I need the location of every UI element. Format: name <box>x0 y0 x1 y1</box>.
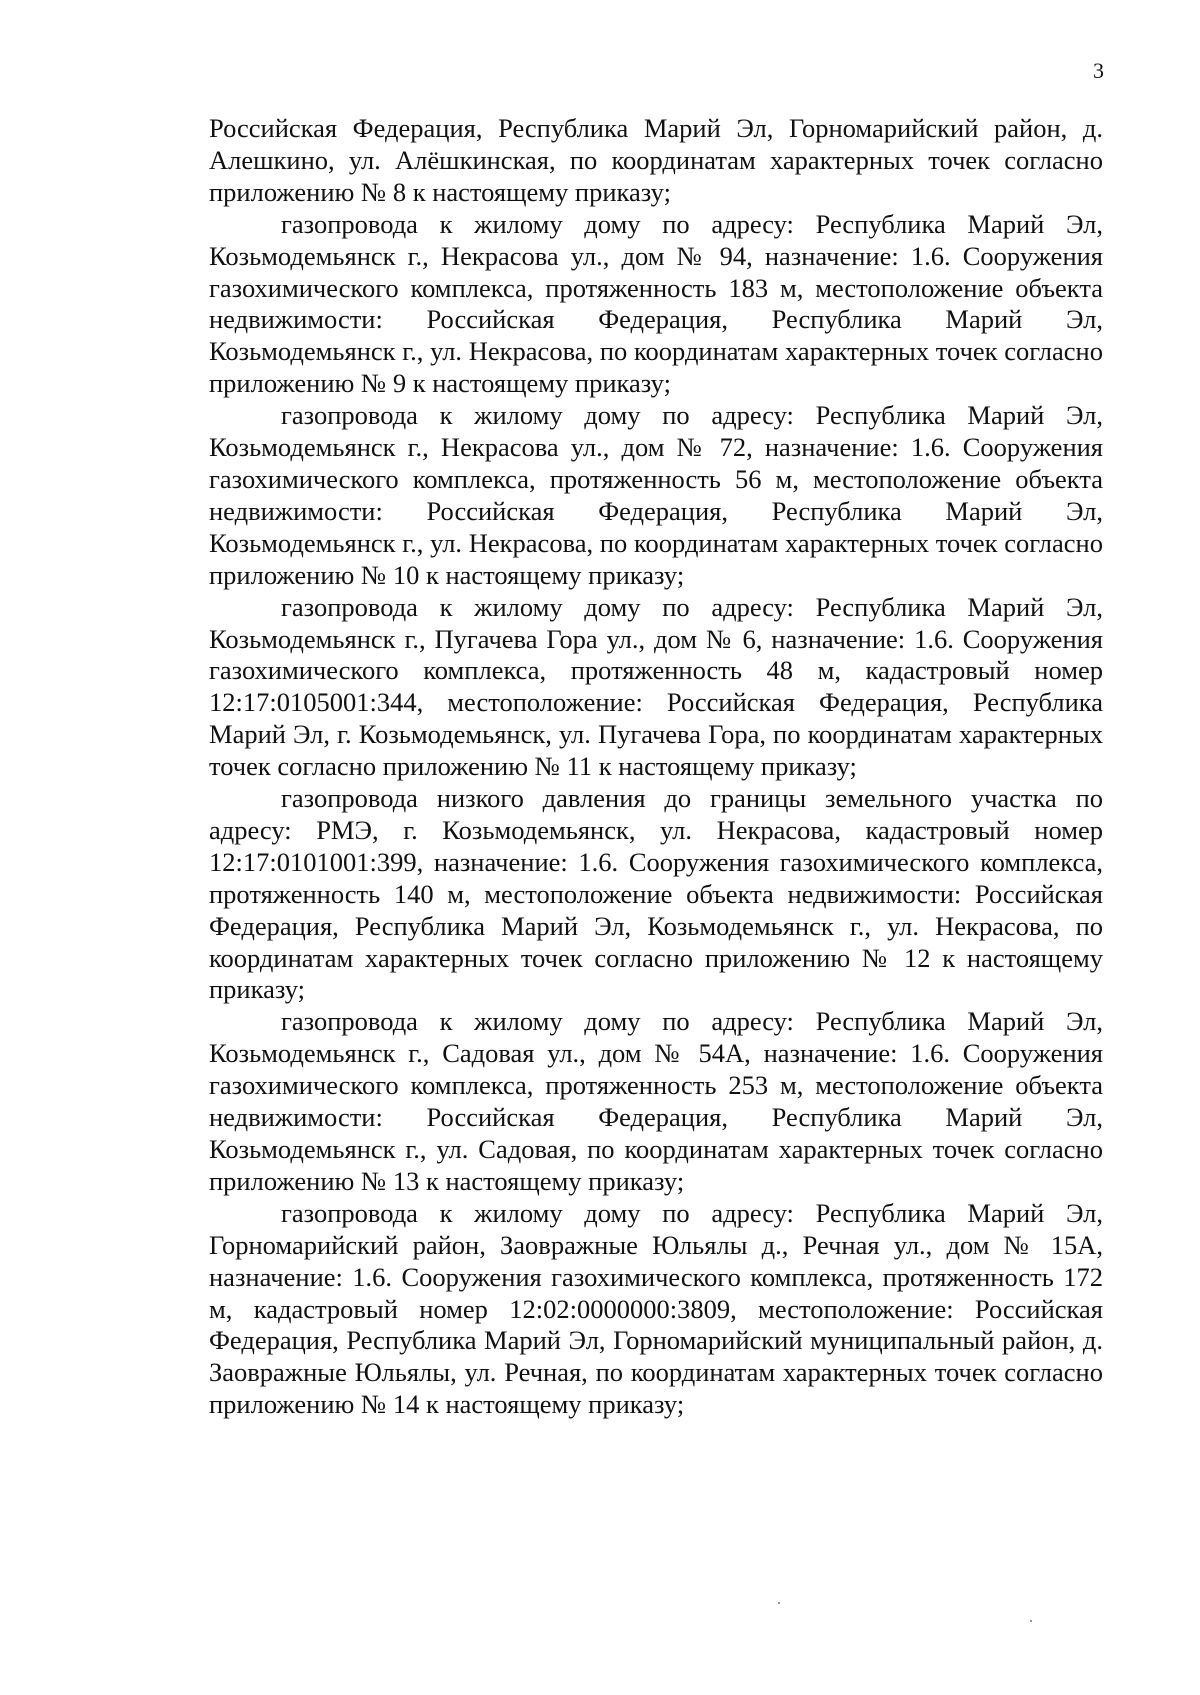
paragraph-gas-pipeline-sadovaya-54a: газопровода к жилому дому по адресу: Республика Марий Эл, Козьмодемьянск г., Садовая ул., дом № 54А, назначение: 1.6. Сооружения газохимического комплекса, протяженность 253 м, местоположение объекта недвижимости: Российская Федерация, Республика Марий Эл, Козьмодемьянск г., ул. Садовая, по координатам характерных точек согласно приложению № 13 к настоящему приказу; <box>209 1006 1103 1196</box>
paragraph-continuation: Российская Федерация, Республика Марий Эл, Горномарийский район, д. Алешкино, ул. Алёшкинская, по координатам характерных точек согласно приложению № 8 к настоящему приказу; <box>209 113 1103 207</box>
document-body <box>209 113 1103 1421</box>
paragraph-low-pressure-gas-pipeline-nekrasova: газопровода низкого давления до границы земельного участка по адресу: РМЭ, г. Козьмодемьянск, ул. Некрасова, кадастровый номер 12:17:0101001:399, назначение: 1.6. Сооружения газохимического комплекса, протяженность 140 м, местоположение объекта недвижимости: Российская Федерация, Республика Марий Эл, Козьмодемьянск г., ул. Некрасова, по координатам характерных точек согласно приложению № 12 к настоящему приказу; <box>209 783 1103 1005</box>
scan-speck <box>1030 1620 1032 1622</box>
paragraph-gas-pipeline-nekrasova-72: газопровода к жилому дому по адресу: Республика Марий Эл, Козьмодемьянск г., Некрасова ул., дом № 72, назначение: 1.6. Сооружения газохимического комплекса, протяженность 56 м, местоположение объекта недвижимости: Российская Федерация, Республика Марий Эл, Козьмодемьянск г., ул. Некрасова, по координатам характерных точек согласно приложению № 10 к настоящему приказу; <box>209 400 1103 590</box>
paragraph-gas-pipeline-nekrasova-94: газопровода к жилому дому по адресу: Республика Марий Эл, Козьмодемьянск г., Некрасова ул., дом № 94, назначение: 1.6. Сооружения газохимического комплекса, протяженность 183 м, местоположение объекта недвижимости: Российская Федерация, Республика Марий Эл, Козьмодемьянск г., ул. Некрасова, по координатам характерных точек согласно приложению № 9 к настоящему приказу; <box>209 208 1103 399</box>
page-number: 3 <box>1093 58 1104 83</box>
paragraph-gas-pipeline-rechnaya-15a: газопровода к жилому дому по адресу: Республика Марий Эл, Горномарийский район, Заовражные Юльялы д., Речная ул., дом № 15А, назначение: 1.6. Сооружения газохимического комплекса, протяженность 172 м, кадастровый номер 12:02:0000000:3809, местоположение: Российская Федерация, Республика Марий Эл, Горномарийский муниципальный район, д. Заовражные Юльялы, ул. Речная, по координатам характерных точек согласно приложению № 14 к настоящему приказу; <box>209 1197 1103 1420</box>
scan-speck <box>778 1602 780 1604</box>
paragraph-gas-pipeline-pugacheva-gora-6: газопровода к жилому дому по адресу: Республика Марий Эл, Козьмодемьянск г., Пугачева Гора ул., дом № 6, назначение: 1.6. Сооружения газохимического комплекса, протяженность 48 м, кадастровый номер 12:17:0105001:344, местоположение: Российская Федерация, Республика Марий Эл, г. Козьмодемьянск, ул. Пугачева Гора, по координатам характерных точек согласно приложению № 11 к настоящему приказу; <box>209 591 1103 782</box>
